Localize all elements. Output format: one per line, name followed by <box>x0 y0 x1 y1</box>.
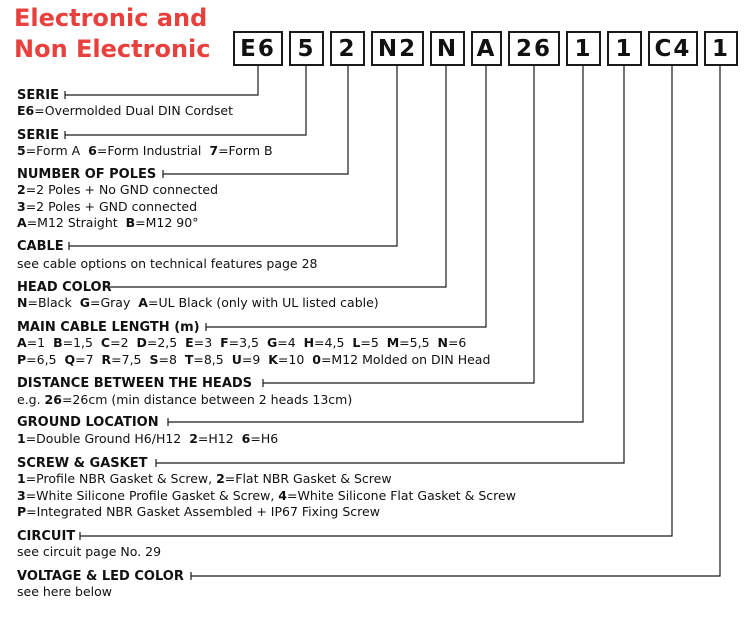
code-value: 1 <box>17 431 26 446</box>
code-meaning: =Gray <box>89 295 139 310</box>
code-box-text: 5 <box>297 35 316 62</box>
code-meaning: =Profile NBR Gasket & Screw, <box>25 471 217 486</box>
code-meaning: =2 Poles + GND connected <box>25 198 198 214</box>
code-meaning: =M12 Straight <box>26 215 126 230</box>
code-value: 3 <box>17 487 26 503</box>
code-meaning: =White Silicone Flat Gasket & Screw <box>286 487 516 503</box>
code-meaning: =White Silicone Profile Gasket & Screw, <box>25 487 279 503</box>
code-value: G <box>266 335 278 350</box>
code-value: S <box>149 352 159 367</box>
code-value: B <box>53 335 63 350</box>
section-desc-serie <box>17 103 233 120</box>
code-value: A <box>17 215 27 230</box>
code-meaning: =2,5 <box>146 335 186 350</box>
code-value: D <box>136 335 147 350</box>
code-meaning: =9 <box>241 352 269 367</box>
code-box-text: 1 <box>574 35 593 62</box>
code-box-text: A <box>476 35 497 62</box>
code-meaning: =26cm (min distance between 2 heads 13cm) <box>61 392 353 407</box>
section-desc-screw-2 <box>17 488 516 505</box>
code-meaning: =7,5 <box>111 352 150 367</box>
section-desc-voltage <box>17 584 112 601</box>
code-box-text: E6 <box>240 35 276 62</box>
code-meaning: =Integrated NBR Gasket Assembled + IP67 Fixing Screw <box>26 504 380 519</box>
section-desc-head-color <box>17 295 379 312</box>
section-desc-poles-3 <box>17 215 198 232</box>
code-meaning: =Double Ground H6/H12 <box>25 431 190 446</box>
section-heading-ground: GROUND LOCATION <box>17 415 159 430</box>
code-meaning: =2 Poles + No GND connected <box>25 182 219 197</box>
code-value: 6 <box>241 431 251 446</box>
section-heading-cable: CABLE <box>17 239 64 254</box>
code-meaning: =4,5 <box>314 335 353 350</box>
code-value: M <box>386 335 400 350</box>
section-heading-voltage: VOLTAGE & LED COLOR <box>17 569 184 584</box>
section-heading-circuit: CIRCUIT <box>17 529 76 544</box>
code-meaning: =8 <box>158 352 185 367</box>
code-meaning: see cable options on technical features page 28 <box>17 256 318 271</box>
code-value: E6 <box>17 103 35 118</box>
code-meaning: =10 <box>277 352 313 367</box>
code-value: P <box>17 352 27 367</box>
code-meaning: see circuit page No. 29 <box>17 544 162 559</box>
code-value: A <box>138 295 148 310</box>
code-value: G <box>79 295 90 310</box>
code-box-text: 2 <box>338 35 357 62</box>
code-meaning: =1 <box>26 335 54 350</box>
code-meaning: =H6 <box>250 431 279 446</box>
code-value: 2 <box>17 182 26 197</box>
section-desc-screw-3 <box>17 504 380 521</box>
code-value: T <box>184 352 194 367</box>
section-desc-distance <box>17 392 352 409</box>
code-meaning: =6,5 <box>26 352 65 367</box>
code-value: U <box>231 352 242 367</box>
code-box-text: C4 <box>654 35 692 62</box>
code-value: E <box>185 335 194 350</box>
section-desc-cable-length-1 <box>17 335 466 352</box>
section-desc-ground <box>17 431 278 448</box>
code-value: 26 <box>44 392 62 407</box>
code-box-text: 26 <box>515 35 552 62</box>
code-box-text: N <box>436 35 459 62</box>
code-value: 4 <box>278 487 287 503</box>
section-desc-poles-1 <box>17 182 218 199</box>
code-value: N <box>437 335 448 350</box>
section-heading-poles: NUMBER OF POLES <box>17 167 157 182</box>
code-meaning: see here below <box>17 584 112 599</box>
code-meaning: =5 <box>360 335 387 350</box>
section-desc-screw-1 <box>17 471 392 488</box>
code-value: Q <box>64 352 76 367</box>
code-box-text: N2 <box>377 35 418 62</box>
code-value: R <box>101 352 112 367</box>
code-value: B <box>125 215 136 230</box>
section-desc-cable <box>17 256 318 273</box>
section-desc-circuit <box>17 544 161 561</box>
code-meaning: =M12 90° <box>135 215 199 230</box>
section-heading-cable-length: MAIN CABLE LENGTH (m) <box>17 320 200 335</box>
code-meaning: =Form B <box>218 143 273 158</box>
connector-line-cable-length <box>206 66 486 331</box>
title-line-2: Non Electronic <box>14 35 211 63</box>
code-meaning: =3 <box>193 335 221 350</box>
code-value: 7 <box>209 143 219 158</box>
code-value: F <box>220 335 229 350</box>
code-meaning: =Form A <box>25 143 89 158</box>
code-meaning: =Form Industrial <box>96 143 210 158</box>
code-meaning: =5,5 <box>399 335 438 350</box>
section-desc-form <box>17 143 273 160</box>
code-value: 2 <box>216 471 225 486</box>
code-value: H <box>303 335 315 350</box>
connector-line-serie <box>65 66 258 99</box>
connector-line-poles <box>163 66 348 178</box>
code-value: 3 <box>17 198 26 214</box>
code-value: P <box>17 504 27 519</box>
code-value: 1 <box>17 471 26 486</box>
section-desc-cable-length-2 <box>17 352 490 369</box>
code-meaning: =7 <box>75 352 102 367</box>
code-value: K <box>268 352 278 367</box>
code-value: C <box>100 335 111 350</box>
code-value: L <box>352 335 361 350</box>
section-desc-poles-2 <box>17 199 197 216</box>
code-value: 5 <box>17 143 26 158</box>
code-value: A <box>17 335 27 350</box>
section-heading-distance: DISTANCE BETWEEN THE HEADS <box>17 376 253 391</box>
code-meaning: =6 <box>447 335 467 350</box>
code-value: 6 <box>88 143 97 158</box>
code-meaning: =2 <box>110 335 137 350</box>
section-heading-serie: SERIE <box>17 88 59 103</box>
title-line-1: Electronic and <box>14 4 208 32</box>
code-meaning: =Overmolded Dual DIN Cordset <box>34 103 234 118</box>
section-heading-screw: SCREW & GASKET <box>17 456 148 471</box>
code-meaning: e.g. <box>17 392 45 407</box>
code-value: N <box>17 295 28 310</box>
code-meaning: =H12 <box>197 431 242 446</box>
code-meaning: =Flat NBR Gasket & Screw <box>224 471 392 486</box>
code-value: 2 <box>189 431 198 446</box>
code-meaning: =1,5 <box>62 335 101 350</box>
code-meaning: =M12 Molded on DIN Head <box>320 352 491 367</box>
code-box-text: 1 <box>615 35 634 62</box>
code-meaning: =3,5 <box>228 335 267 350</box>
code-meaning: =4 <box>277 335 304 350</box>
code-value: 0 <box>312 352 321 367</box>
code-box-text: 1 <box>711 35 730 62</box>
section-heading-form: SERIE <box>17 128 59 143</box>
code-meaning: =8,5 <box>193 352 232 367</box>
code-meaning: =UL Black (only with UL listed cable) <box>147 295 379 310</box>
code-meaning: =Black <box>27 295 80 310</box>
section-heading-head-color: HEAD COLOR <box>17 280 112 295</box>
